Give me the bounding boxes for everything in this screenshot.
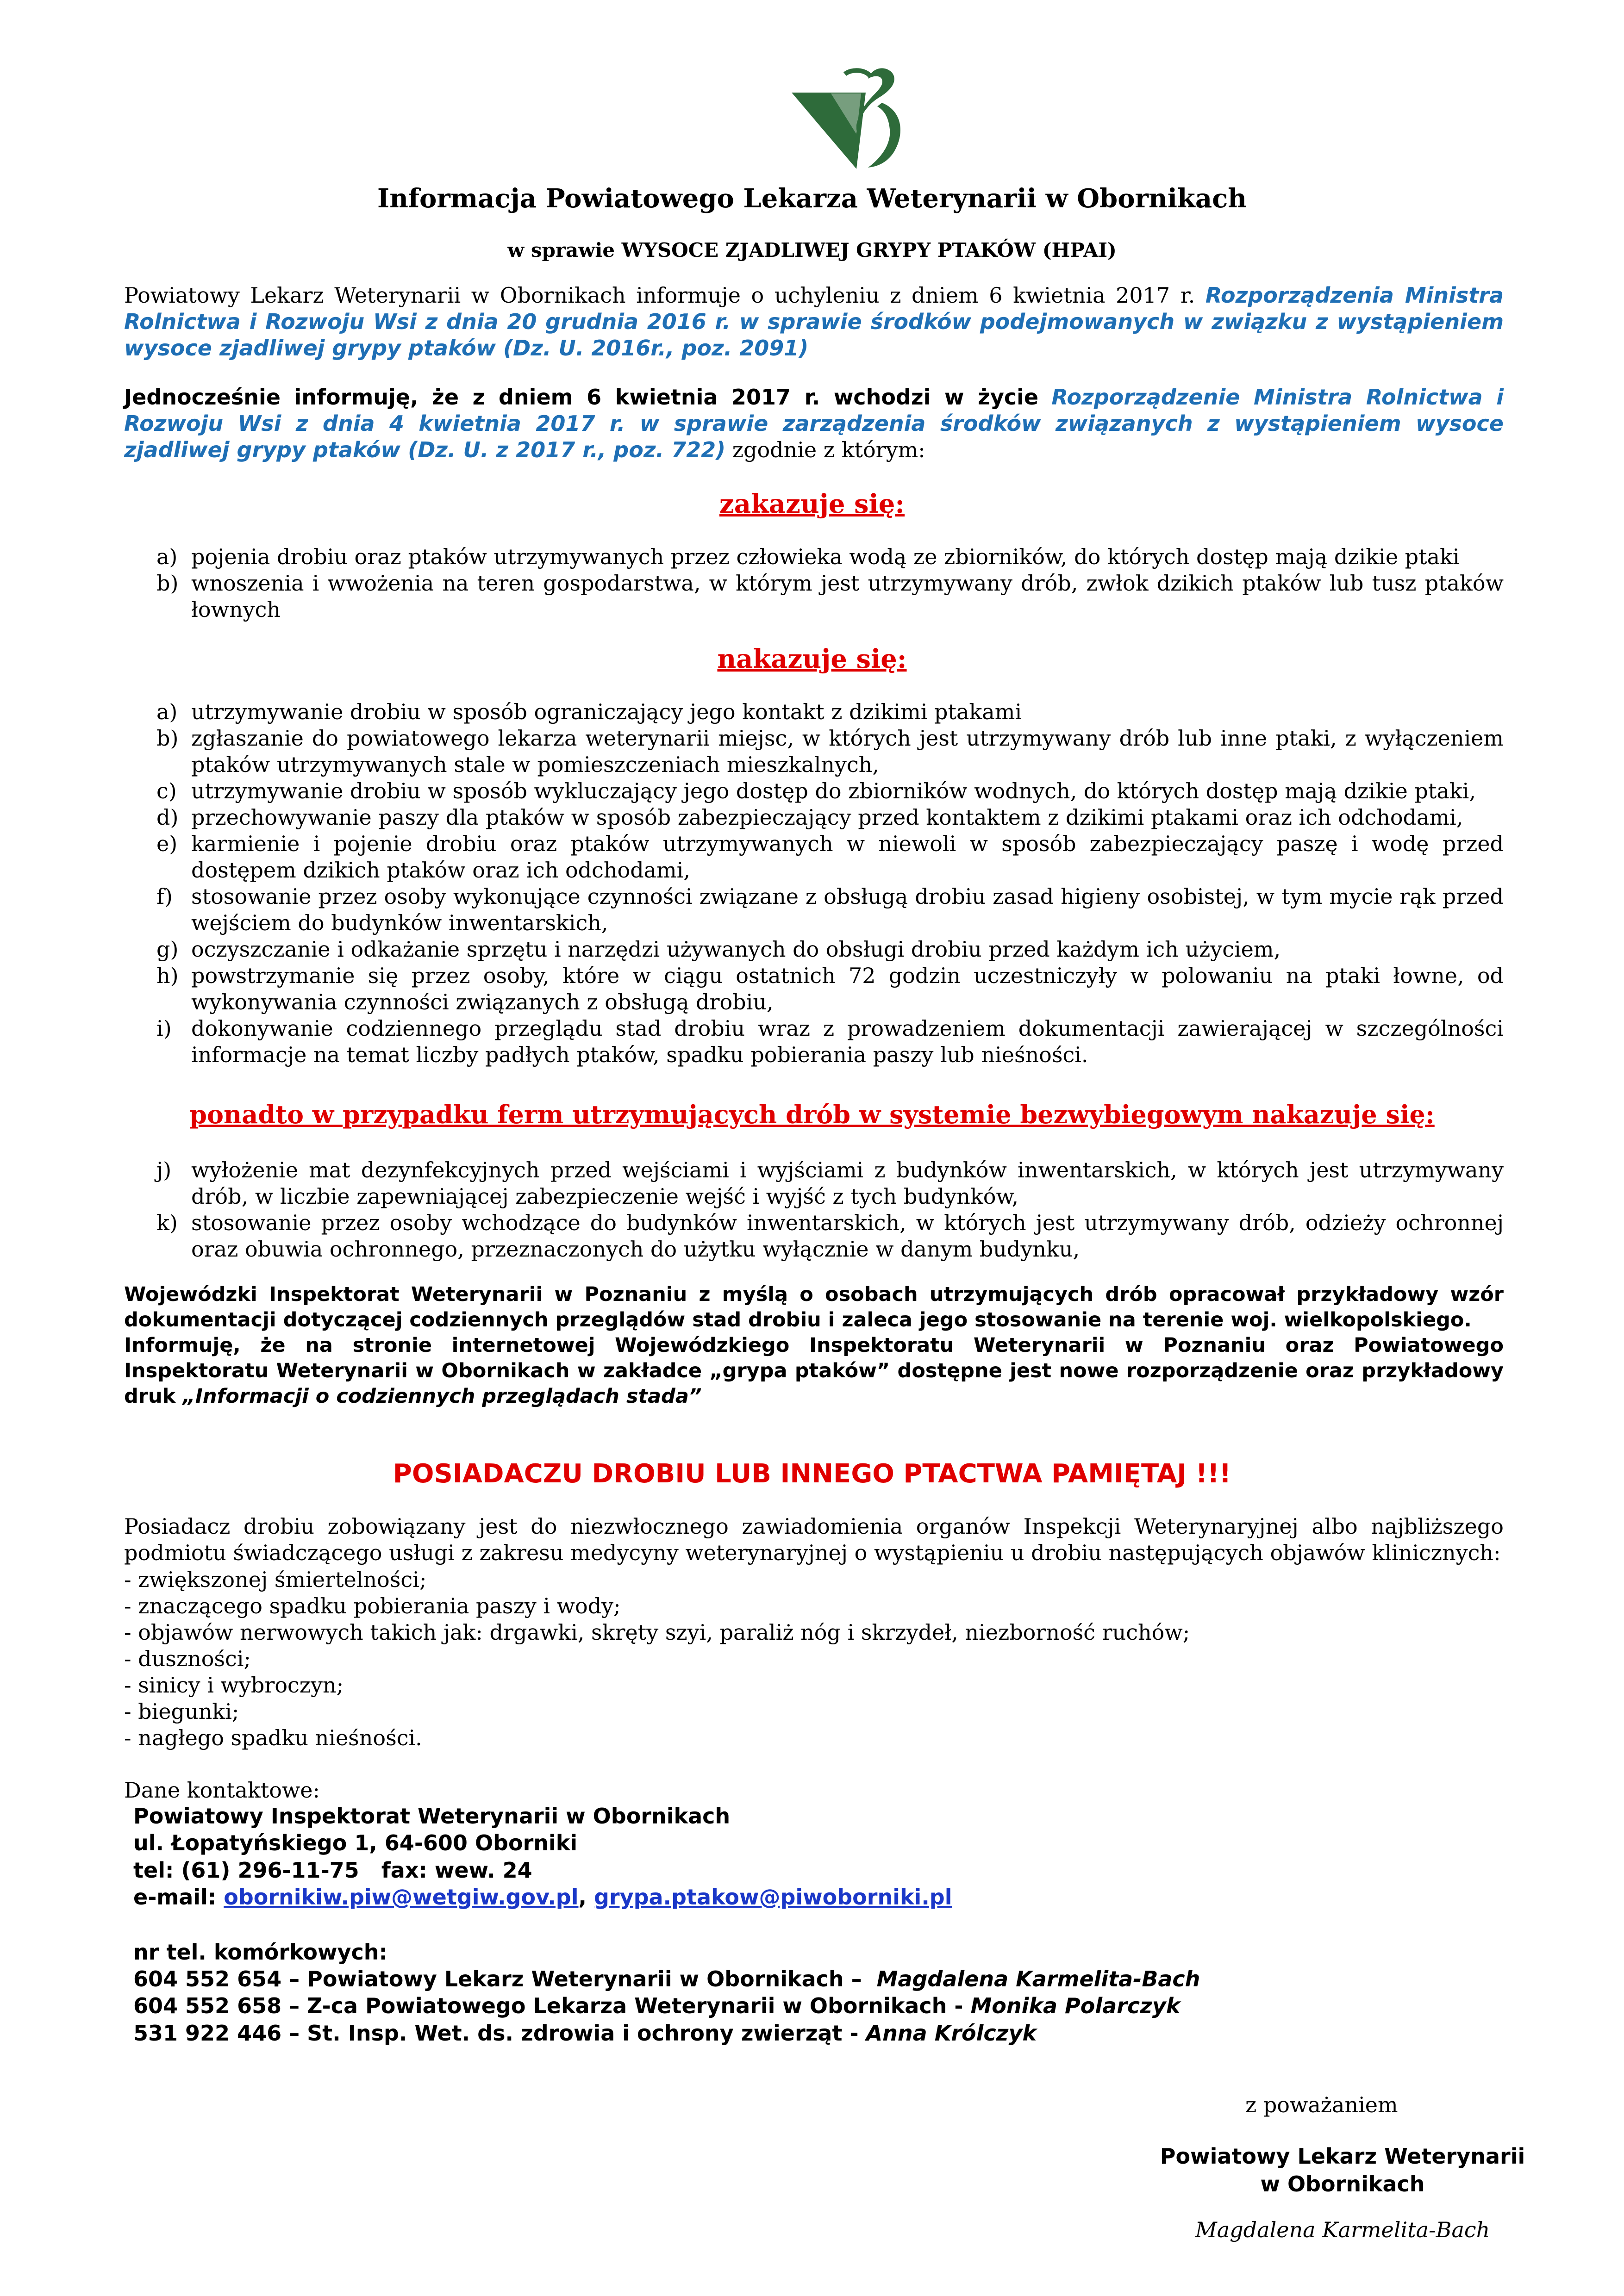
prohibit-list [124,544,1504,623]
list-item-text: wnoszenia i wwożenia na teren gospodarstwa, w którym jest utrzymywany drób, zwłok dzikich ptaków lub tusz ptaków łownych [191,571,1504,622]
list-item [124,804,1504,831]
mobile-list [133,1966,1337,2047]
mobile-entry-line: 604 552 658 – Z-ca Powiatowego Lekarza Weterynarii w Obornikach - [133,1993,971,2019]
list-item-marker: j) [156,1157,172,1182]
list-item-text: wyłożenie mat dezynfekcyjnych przed wejściami i wyjściami z budynków inwentarskich, w których jest utrzymywany drób, w liczbie zapewniającej zabezpieczenie wejść i wyjść z tych budynków, [191,1157,1504,1209]
list-item-text: pojenia drobiu oraz ptaków utrzymywanych przez człowieka wodą ze zbiorników, do których dostęp mają dzikie ptaki [191,544,1460,569]
wiw-paragraph-2-text: Informuję, że na stronie internetowej Wojewódzkiego Inspektoratu Weterynarii w Poznaniu oraz Powiatowego Inspektoratu Weterynarii w Obornikach w zakładce „grypa ptaków” dostępne jest nowe rozporządzenie oraz przykładowy druk [124,1334,1504,1408]
list-item-marker: c) [156,778,177,804]
contact-address: ul. Łopatyńskiego 1, 64-600 Oborniki [133,1830,578,1856]
list-item-text: oczyszczanie i odkażanie sprzętu i narzędzi używanych do obsługi drobiu przed każdym ich użyciem, [191,937,1281,962]
email-link-1[interactable]: obornikiw.piw@wetgiw.gov.pl [224,1885,579,1910]
mobile-entry [133,1966,1337,1992]
mobile-entry-person: Anna Królczyk [866,2020,1037,2046]
order-list [124,699,1504,1068]
contact-tel: tel: (61) 296-11-75 fax: wew. 24 [133,1857,532,1883]
wiw-paragraph [124,1282,1504,1409]
list-item [124,570,1504,623]
list-item-marker: a) [156,544,178,569]
page-title: Informacja Powiatowego Lekarza Weterynarii w Obornikach [377,183,1247,214]
mobile-entry-person: Monika Polarczyk [970,1993,1181,2019]
list-item-text: dokonywanie codziennego przeglądu stad drobiu wraz z prowadzeniem dokumentacji zawierającej w szczególności informacje na temat liczby padłych ptaków, spadku pobierania paszy lub nieśności. [191,1016,1504,1068]
list-item [124,725,1504,778]
intro-regulation-reference: Rozporządzenia Ministra Rolnictwa i Rozwoju Wsi z dnia 20 grudnia 2016 r. w sprawie środków podejmowanych w związku z wystąpieniem wysoce zjadliwej grypy ptaków (Dz. U. 2016r., poz. 2091) [124,283,1504,361]
list-item-marker: i) [156,1016,172,1041]
list-item [124,963,1504,1015]
second-paragraph [124,384,1504,463]
list-item [124,884,1504,936]
list-item [124,831,1504,884]
symptom-item: - znaczącego spadku pobierania paszy i wody; [124,1593,621,1619]
mobile-entry-line: 604 552 654 – Powiatowy Lekarz Weterynarii w Obornikach – [133,1966,877,1992]
mobile-entry-person: Magdalena Karmelita-Bach [876,1966,1200,1992]
farms-heading: ponadto w przypadku ferm utrzymujących drób w systemie bezwybiegowym nakazuje się: [189,1100,1435,1129]
veterinary-inspection-logo-icon [787,60,926,171]
email-link-2[interactable]: grypa.ptakow@piwoborniki.pl [593,1885,952,1910]
symptom-item: - duszności; [124,1646,251,1672]
list-item-marker: h) [156,963,179,989]
mobile-entry [133,1992,1337,2019]
regards-text: z poważaniem [1245,2092,1398,2117]
list-item [124,1157,1504,1210]
list-item-marker: b) [156,726,179,751]
mobile-label: nr tel. komórkowych: [133,1939,387,1965]
list-item-text: powstrzymanie się przez osoby, które w ciągu ostatnich 72 godzin uczestniczyły w polowaniu na ptaki łowne, od wykonywania czynności związanych z obsługą drobiu, [191,963,1504,1015]
list-item-marker: g) [156,937,179,962]
list-item-text: utrzymywanie drobiu w sposób ograniczający jego kontakt z dzikimi ptakami [191,699,1022,724]
wiw-paragraph-2 [124,1333,1504,1409]
contact-org: Powiatowy Inspektorat Weterynarii w Obornikach [133,1804,731,1829]
intro-lead: Powiatowy Lekarz Weterynarii w Obornikach informuje o uchyleniu z dniem 6 kwietnia 2017 r. [124,283,1195,308]
second-lead: Jednocześnie informuję, że z dniem 6 kwietnia 2017 r. wchodzi w życie [124,385,1039,410]
contact-label: Dane kontaktowe: [124,1778,320,1803]
symptom-item: - zwiększonej śmiertelności; [124,1567,427,1592]
symptom-item: - biegunki; [124,1699,239,1724]
signature-block [1111,2143,1574,2198]
order-heading: nakazuje się: [717,644,907,674]
list-item-text: przechowywanie paszy dla ptaków w sposób zabezpieczający przed kontaktem z dzikimi ptakami oraz ich odchodami, [191,805,1463,830]
second-tail: zgodnie z którym: [732,437,925,463]
list-item [124,699,1504,725]
contact-email-separator: , [578,1885,594,1910]
prohibit-heading: zakazuje się: [719,489,905,519]
list-item [124,778,1504,804]
mobile-entry-line: 531 922 446 – St. Insp. Wet. ds. zdrowia i ochrony zwierząt - [133,2020,866,2046]
second-regulation-reference: Rozporządzenie Ministra Rolnictwa i Rozwoju Wsi z dnia 4 kwietnia 2017 r. w sprawie zarządzenia środków związanych z wystąpieniem wysoce zjadliwej grypy ptaków (Dz. U. z 2017 r., poz. 722) [124,385,1504,463]
remember-intro: Posiadacz drobiu zobowiązany jest do niezwłocznego zawiadomienia organów Inspekcji Weterynaryjnej albo najbliższego podmiotu świadczącego usługi z zakresu medycyny weterynaryjnej o wystąpieniu u drobiu następujących objawów klinicznych: [124,1514,1504,1566]
list-item-marker: d) [156,805,179,830]
list-item [124,544,1504,570]
symptom-item: - sinicy i wybroczyn; [124,1673,344,1698]
list-item [124,1210,1504,1263]
signer-name: Magdalena Karmelita-Bach [1195,2217,1490,2242]
signature-title: Powiatowy Lekarz Weterynarii [1160,2144,1525,2169]
wiw-paragraph-2-italic: „Informacji o codziennych przeglądach stada” [182,1385,702,1408]
list-item [124,1015,1504,1068]
list-item-marker: f) [156,884,173,909]
list-item-text: karmienie i pojenie drobiu oraz ptaków utrzymywanych w niewoli w sposób zabezpieczający paszę i wodę przed dostępem dzikich ptaków oraz ich odchodami, [191,831,1504,883]
list-item-text: stosowanie przez osoby wykonujące czynności związane z obsługą drobiu zasad higieny osobistej, w tym mycie rąk przed wejściem do budynków inwentarskich, [191,884,1504,936]
list-item-text: stosowanie przez osoby wchodzące do budynków inwentarskich, w których jest utrzymywany drób, odzieży ochronnej oraz obuwia ochronnego, przeznaczonych do użytku wyłącznie w danym budynku, [191,1210,1504,1262]
wiw-paragraph-1: Wojewódzki Inspektorat Weterynarii w Poznaniu z myślą o osobach utrzymujących drób opracował przykładowy wzór dokumentacji dotyczącej codziennych przeglądów stad drobiu i zaleca jego stosowanie na terenie woj. wielkopolskiego. [124,1283,1504,1332]
remember-heading: POSIADACZU DROBIU LUB INNEGO PTACTWA PAMIĘTAJ !!! [393,1459,1231,1489]
symptom-item: - objawów nerwowych takich jak: drgawki, skręty szyi, paraliż nóg i skrzydeł, niezborność ruchów; [124,1620,1190,1645]
list-item-marker: k) [156,1210,178,1236]
farms-list [124,1157,1504,1263]
signature-place: w Obornikach [1260,2171,1425,2196]
list-item-marker: e) [156,831,178,857]
contact-block [133,1803,1337,2047]
list-item-marker: b) [156,571,179,596]
intro-paragraph [124,282,1504,361]
contact-email-line [133,1884,1337,1910]
mobile-entry [133,2020,1337,2047]
page-subtitle: w sprawie WYSOCE ZJADLIWEJ GRYPY PTAKÓW (HPAI) [507,239,1117,261]
symptoms-list [124,1567,1504,1751]
list-item-text: utrzymywanie drobiu w sposób wykluczający jego dostęp do zbiorników wodnych, do których dostęp mają dzikie ptaki, [191,778,1476,804]
contact-email-label: e-mail: [133,1885,224,1910]
list-item-text: zgłaszanie do powiatowego lekarza weterynarii miejsc, w których jest utrzymywany drób lub inne ptaki, z wyłączeniem ptaków utrzymywanych stale w pomieszczeniach mieszkalnych, [191,726,1504,778]
list-item [124,936,1504,963]
list-item-marker: a) [156,699,178,724]
symptom-item: - nagłego spadku nieśności. [124,1725,422,1751]
